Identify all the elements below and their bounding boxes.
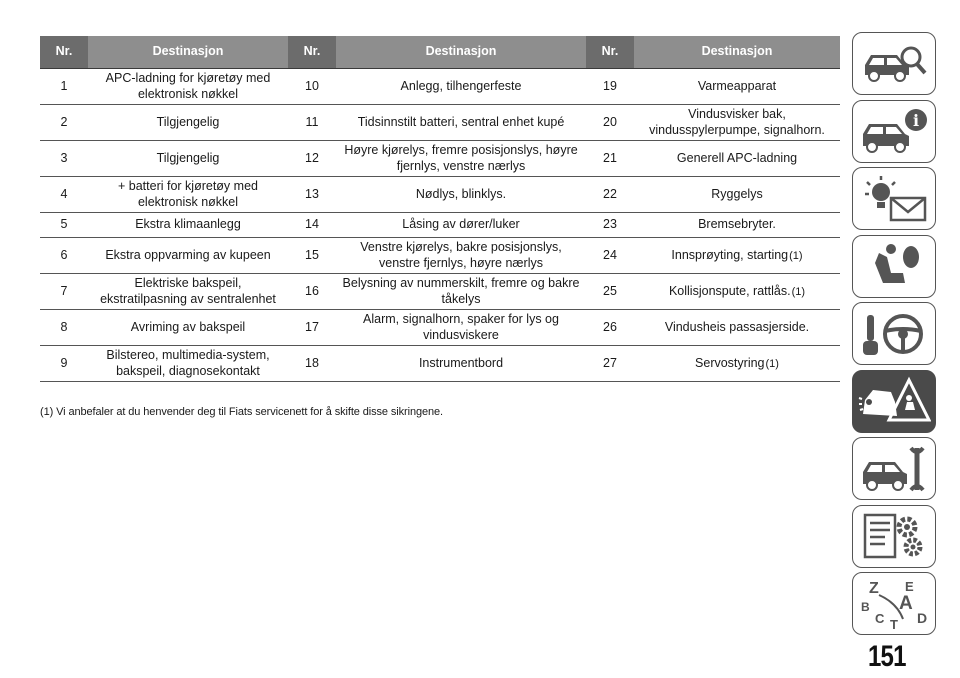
fuse-destination-text: Høyre kjørelys, fremre posisjonslys, høyre fjernlys, venstre nærlys (344, 143, 578, 173)
fuse-destination-text: Bremsebryter. (698, 217, 776, 232)
fuse-destination (336, 105, 586, 141)
fuse-destination-text: Ekstra oppvarming av kupeen (105, 247, 271, 262)
fuse-number: 26 (586, 310, 634, 346)
fuse-number: 20 (586, 105, 634, 141)
car-wrench-icon (857, 442, 931, 496)
fuse-number: 10 (288, 69, 336, 105)
index-letter: D (917, 609, 928, 626)
fuse-number: 7 (40, 274, 88, 310)
fuse-number: 13 (288, 177, 336, 213)
fuse-destination-text: Instrumentbord (418, 355, 504, 370)
warning-light-message-icon (857, 172, 931, 226)
fuse-number: 8 (40, 310, 88, 346)
fuse-destination-text: Tilgjengelig (156, 150, 220, 165)
fuse-destination-text: + batteri for kjøretøy med elektronisk nøkkel (118, 179, 258, 209)
fuse-number: 24 (586, 238, 634, 274)
fuse-number: 12 (288, 141, 336, 177)
fuse-destination-text: Tilgjengelig (156, 114, 220, 129)
fuse-number: 18 (288, 346, 336, 382)
fuse-destination-text: Vindusvisker bak, vindusspylerpumpe, signalhorn. (649, 107, 825, 137)
fuse-destination (88, 213, 288, 238)
fuse-destination (88, 105, 288, 141)
fuse-destination-text: Anlegg, tilhengerfeste (400, 78, 522, 93)
column-header-nr: Nr. (586, 36, 634, 69)
fuse-destination (634, 105, 840, 141)
fuse-number: 11 (288, 105, 336, 141)
alphabetical-index-icon (857, 577, 931, 631)
index-letter: Z (869, 579, 879, 597)
chapter-tab-safety[interactable] (852, 235, 936, 298)
index-letter: B (861, 599, 870, 614)
fuse-destination (634, 141, 840, 177)
fuse-number: 4 (40, 177, 88, 213)
fuse-number: 15 (288, 238, 336, 274)
fuse-destination (634, 238, 840, 274)
fuse-number: 2 (40, 105, 88, 141)
fuse-number: 6 (40, 238, 88, 274)
fuse-destination-text: Bilstereo, multimedia-system, bakspeil, diagnosekontakt (106, 348, 270, 378)
fuse-number: 9 (40, 346, 88, 382)
fuse-destination (634, 69, 840, 105)
fuse-destination-text: APC-ladning for kjøretøy med elektronisk nøkkel (105, 71, 271, 101)
fuse-destination-text: Ryggelys (711, 186, 763, 201)
fuse-destination (336, 238, 586, 274)
key-steering-wheel-icon (857, 307, 931, 361)
fuse-table-body (40, 69, 840, 382)
column-header-nr: Nr. (40, 36, 88, 69)
fuse-destination-text: Servostyring (695, 355, 765, 370)
specifications-gear-icon (857, 509, 931, 563)
table-header-row (40, 36, 840, 69)
chapter-tab-technical-data[interactable] (852, 505, 936, 568)
fuse-destination (88, 141, 288, 177)
fuse-destination (336, 213, 586, 238)
table-row (40, 105, 840, 141)
fuse-destination-text: Vindusheis passasjerside. (664, 319, 810, 334)
fuse-number: 27 (586, 346, 634, 382)
column-header-destination: Destinasjon (634, 36, 840, 69)
fuse-number: 3 (40, 141, 88, 177)
fuse-destination (88, 274, 288, 310)
table-row (40, 177, 840, 213)
index-letter: A (899, 592, 913, 614)
fuse-destination (634, 213, 840, 238)
table-row (40, 238, 840, 274)
fuse-destination-text: Tidsinnstilt batteri, sentral enhet kupé (357, 114, 565, 129)
chapter-tab-getting-to-know[interactable] (852, 100, 936, 163)
fuse-number: 17 (288, 310, 336, 346)
chapter-tab-index[interactable] (852, 572, 936, 635)
fuse-destination (88, 346, 288, 382)
index-letter: T (890, 616, 898, 631)
table-row (40, 69, 840, 105)
car-breakdown-warning-icon (857, 374, 931, 428)
fuse-number: 21 (586, 141, 634, 177)
fuse-destination (634, 274, 840, 310)
fuse-destination (336, 274, 586, 310)
index-letter: E (905, 578, 914, 594)
fuse-number: 23 (586, 213, 634, 238)
fuse-destination (336, 69, 586, 105)
fuse-destination-text: Innsprøyting, starting (671, 247, 789, 262)
footnote-reference: (1) (789, 249, 803, 262)
footnote-reference: (1) (791, 285, 806, 298)
fuse-destination-text: Varmeapparat (697, 78, 777, 93)
fuse-destination (336, 346, 586, 382)
column-header-destination: Destinasjon (88, 36, 288, 69)
table-row (40, 141, 840, 177)
fuse-destination-text: Generell APC-ladning (676, 150, 798, 165)
chapter-tab-vehicle-overview[interactable] (852, 32, 936, 95)
fuse-destination (88, 310, 288, 346)
fuse-number: 14 (288, 213, 336, 238)
column-header-destination: Destinasjon (336, 36, 586, 69)
fuse-destination-text: Alarm, signalhorn, spaker for lys og vindusviskere (363, 312, 559, 342)
chapter-tabs (852, 32, 936, 640)
table-row (40, 213, 840, 238)
car-magnifier-icon (857, 37, 931, 91)
chapter-tab-maintenance[interactable] (852, 437, 936, 500)
fuse-destination-text: Belysning av nummerskilt, fremre og bakre tåkelys (342, 276, 580, 306)
fuse-destination-text: Venstre kjørelys, bakre posisjonslys, venstre fjernlys, høyre nærlys (360, 240, 562, 270)
fuse-destination-text: Elektriske bakspeil, ekstratilpasning av sentralenhet (100, 276, 276, 306)
fuse-destination (88, 177, 288, 213)
footnote: (1) Vi anbefaler at du henvender deg til Fiats servicenett for å skifte disse sikringene. (40, 406, 444, 418)
fuse-number: 25 (586, 274, 634, 310)
fuse-number: 5 (40, 213, 88, 238)
table-row (40, 310, 840, 346)
table-row (40, 274, 840, 310)
fuse-destination (88, 69, 288, 105)
fuse-destination (634, 310, 840, 346)
fuse-number: 16 (288, 274, 336, 310)
fuse-destination (634, 177, 840, 213)
fuse-number: 19 (586, 69, 634, 105)
index-letter: C (875, 610, 885, 626)
car-info-icon (857, 104, 931, 158)
chapter-tab-starting-driving[interactable] (852, 302, 936, 365)
footnote-reference: (1) (765, 357, 779, 370)
table-row (40, 346, 840, 382)
fuse-destination (336, 310, 586, 346)
fuse-destination-text: Nødlys, blinklys. (415, 186, 507, 201)
svg-text:i: i (912, 111, 920, 130)
fuse-destination (336, 141, 586, 177)
fuse-destination-text: Kollisjonspute, rattlås. (668, 283, 791, 298)
page-number: 151 (868, 640, 906, 673)
fuse-table (40, 36, 840, 382)
fuse-destination (336, 177, 586, 213)
fuse-destination (88, 238, 288, 274)
seat-airbag-icon (857, 239, 931, 293)
chapter-tab-warning-lights[interactable] (852, 167, 936, 230)
fuse-destination (634, 346, 840, 382)
fuse-destination-text: Avriming av bakspeil (130, 319, 246, 334)
chapter-tab-emergency[interactable] (852, 370, 936, 433)
fuse-destination-text: Ekstra klimaanlegg (135, 217, 241, 232)
fuse-number: 22 (586, 177, 634, 213)
fuse-number: 1 (40, 69, 88, 105)
column-header-nr: Nr. (288, 36, 336, 69)
fuse-destination-text: Låsing av dører/luker (402, 217, 520, 232)
